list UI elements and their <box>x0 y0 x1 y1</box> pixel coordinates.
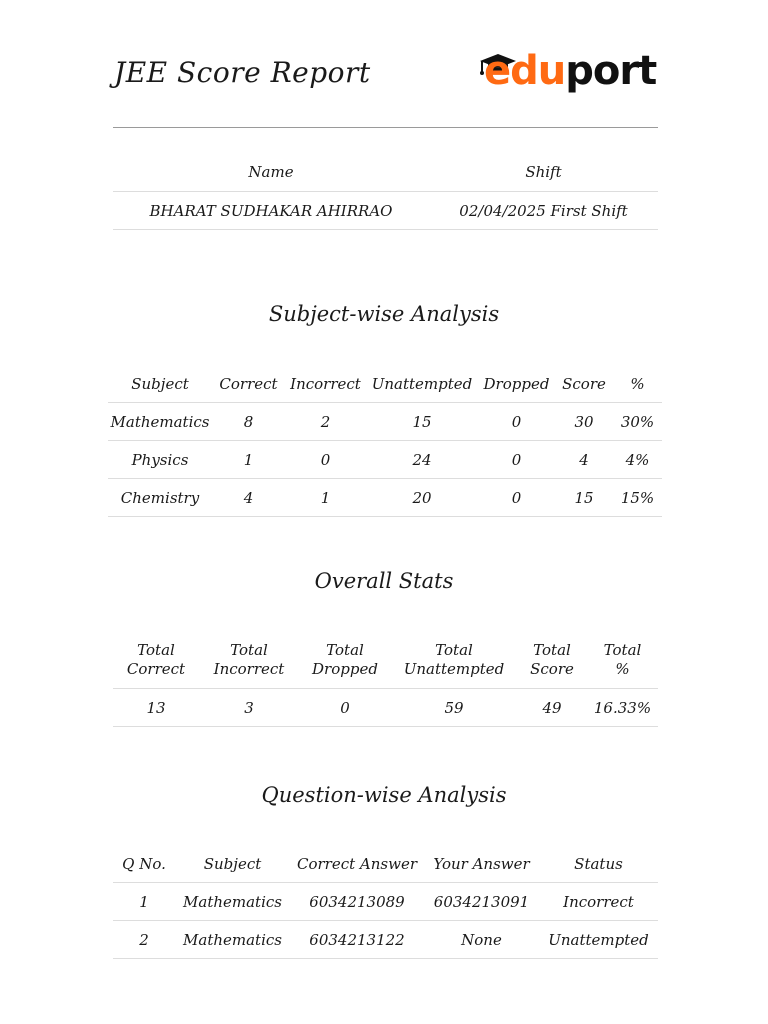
name-header: Name <box>248 163 294 181</box>
dropped-cell: 0 <box>478 441 555 479</box>
subject-analysis-title: Subject-wise Analysis <box>268 302 500 326</box>
incorrect-cell: 2 <box>285 403 366 441</box>
total-correct-value: 13 <box>113 689 199 727</box>
score-col-header: Score <box>562 374 606 393</box>
correct-col-header: Correct <box>219 374 278 393</box>
qno-col-header: Q No. <box>122 854 166 873</box>
total-unattempted-value: 59 <box>391 689 517 727</box>
percent-cell: 15% <box>613 479 662 517</box>
subject-cell: Mathematics <box>175 883 290 921</box>
subject-cell: Mathematics <box>108 403 212 441</box>
page-title: JEE Score Report <box>114 56 371 89</box>
your-answer-cell: 6034213091 <box>424 883 539 921</box>
incorrect-cell: 0 <box>285 441 366 479</box>
score-cell: 30 <box>555 403 613 441</box>
dropped-cell: 0 <box>478 479 555 517</box>
shift-header: Shift <box>525 163 562 181</box>
percent-col-header: % <box>630 374 645 393</box>
table-row <box>113 883 658 921</box>
status-cell: Incorrect <box>539 883 658 921</box>
unattempted-col-header: Unattempted <box>371 374 473 393</box>
question-analysis-title: Question-wise Analysis <box>261 783 507 807</box>
overall-values-row <box>113 689 658 727</box>
total-score-value: 49 <box>517 689 587 727</box>
qno-cell: 1 <box>113 883 175 921</box>
candidate-row <box>113 192 658 230</box>
table-row <box>113 921 658 959</box>
unattempted-cell: 20 <box>366 479 478 517</box>
logo-text-edu: edu <box>484 48 566 94</box>
total-score-header: Total Score <box>530 641 574 678</box>
incorrect-col-header: Incorrect <box>290 374 361 393</box>
total-percent-header: Total % <box>603 641 642 678</box>
dropped-cell: 0 <box>478 403 555 441</box>
header-divider <box>113 127 658 128</box>
candidate-shift: 02/04/2025 First Shift <box>429 192 658 230</box>
subject-col-header: Subject <box>203 854 262 873</box>
question-analysis-table <box>113 845 658 959</box>
qno-cell: 2 <box>113 921 175 959</box>
correct-answer-cell: 6034213122 <box>290 921 424 959</box>
status-cell: Unattempted <box>539 921 658 959</box>
percent-cell: 4% <box>613 441 662 479</box>
logo-wordmark <box>484 48 656 94</box>
status-col-header: Status <box>574 854 623 873</box>
total-dropped-header: Total Dropped <box>312 641 378 678</box>
overall-stats-table <box>113 632 658 727</box>
total-percent-value: 16.33% <box>587 689 658 727</box>
total-unattempted-header: Total Unattempted <box>403 641 505 678</box>
logo-text-port: port <box>565 48 657 94</box>
overall-header-row <box>113 632 658 689</box>
subject-cell: Physics <box>108 441 212 479</box>
question-header-row <box>113 845 658 883</box>
total-incorrect-header: Total Incorrect <box>213 641 285 678</box>
score-cell: 4 <box>555 441 613 479</box>
subject-analysis-table <box>108 365 662 517</box>
table-row <box>108 479 662 517</box>
subject-cell: Chemistry <box>108 479 212 517</box>
total-correct-header: Total Correct <box>126 641 186 678</box>
subject-header-row <box>108 365 662 403</box>
correct-cell: 4 <box>212 479 285 517</box>
incorrect-cell: 1 <box>285 479 366 517</box>
eduport-logo <box>478 48 660 100</box>
percent-cell: 30% <box>613 403 662 441</box>
candidate-info-table <box>113 153 658 230</box>
correct-answer-cell: 6034213089 <box>290 883 424 921</box>
candidate-header-row <box>113 153 658 192</box>
correct-cell: 8 <box>212 403 285 441</box>
correct-answer-col-header: Correct Answer <box>297 854 417 873</box>
table-row <box>108 403 662 441</box>
unattempted-cell: 24 <box>366 441 478 479</box>
score-cell: 15 <box>555 479 613 517</box>
candidate-name: BHARAT SUDHAKAR AHIRRAO <box>113 192 429 230</box>
subject-col-header: Subject <box>131 374 189 393</box>
your-answer-col-header: Your Answer <box>433 854 530 873</box>
unattempted-cell: 15 <box>366 403 478 441</box>
correct-cell: 1 <box>212 441 285 479</box>
table-row <box>108 441 662 479</box>
total-dropped-value: 0 <box>299 689 391 727</box>
dropped-col-header: Dropped <box>483 374 550 393</box>
overall-stats-title: Overall Stats <box>314 569 454 593</box>
your-answer-cell: None <box>424 921 539 959</box>
subject-cell: Mathematics <box>175 921 290 959</box>
total-incorrect-value: 3 <box>199 689 299 727</box>
